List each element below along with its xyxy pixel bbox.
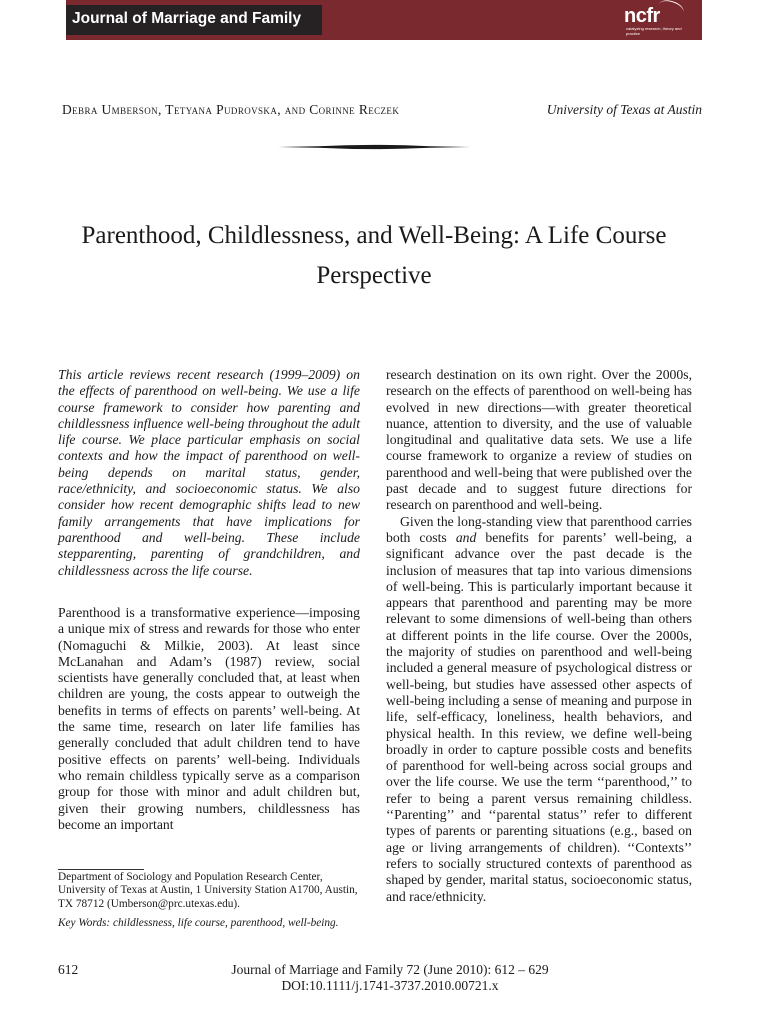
right-paragraph-2-emphasis: and xyxy=(455,529,477,545)
author-affiliation: University of Texas at Austin xyxy=(546,102,702,117)
footnote-affiliation: Department of Sociology and Population Research Center, University of Texas at Austin, 1 University Station A1700, Austin, TX 78712 (Umberson@prc.utexas.edu). xyxy=(58,871,358,910)
citation xyxy=(150,962,630,994)
right-paragraph-2 xyxy=(386,514,692,905)
footnote xyxy=(58,871,360,931)
title-ornament xyxy=(278,144,470,150)
intro-left-column xyxy=(58,605,360,833)
journal-banner xyxy=(66,0,702,40)
logo-arc-icon xyxy=(656,0,685,20)
journal-name-box xyxy=(66,5,322,35)
journal-name: Journal of Marriage and Family xyxy=(72,10,302,27)
author-list: Debra Umberson, Tetyana Pudrovska, and Corinne Reczek xyxy=(62,102,400,117)
right-column xyxy=(386,367,692,905)
right-paragraph-1: research destination on its own right. Over the 2000s, research on the effects of parenthood on well-being has evolved in new directions—with greater theoretical nuance, attention to diversity, and the use of valuable longitudinal and qualitative data sets. We use a life course framework to organize a review of studies on parenthood and well-being that were published over the past decade and to suggest future directions for research on parenthood and well-being. xyxy=(386,367,692,513)
logo-text: ncfr xyxy=(624,5,660,27)
citation-doi: DOI:10.1111/j.1741-3737.2010.00721.x xyxy=(281,978,499,993)
ncfr-logo xyxy=(624,5,684,37)
article-title: Parenthood, Childlessness, and Well-Being: A Life Course Perspective xyxy=(81,222,667,289)
footnote-rule xyxy=(58,869,144,870)
right-paragraph-2-a: Given the long-standing view that parenthood carries both costs xyxy=(386,513,692,545)
abstract-text: This article reviews recent research (1999–2009) on the effects of parenthood on well-being. We use a life course framework to consider how parenting and childlessness influence well-being throughout the adult life course. We place particular emphasis on social contexts and how the impact of parenthood on well-being depends on marital status, gender, race/ethnicity, and socioeconomic status. We also consider how recent demographic shifts lead to new family arrangements that have implications for parenthood and well-being. These include stepparenting, parenting of grandchildren, and childlessness across the life course. xyxy=(58,367,360,578)
page-number: 612 xyxy=(58,962,79,977)
footnote-keywords: Key Words: childlessness, life course, parenthood, well-being. xyxy=(58,917,339,930)
right-paragraph-2-b: benefits for parents’ well-being, a significant advance over the past decade is the inclusion of measures that tap into various dimensions of well-being. This is particularly important because it appears that parenthood and parenting may be more relevant to some dimensions of well-being than others at different points in the life course. Over the 2000s, the majority of studies on parenthood and well-being included a general measure of psychological distress or well-being, but studies have assessed other aspects of well-being including a sense of meaning and purpose in life, self-efficacy, loneliness, health behaviors, and physical health. In this review, we define well-being broadly in order to capture possible costs and benefits of parenthood for well-being across social groups and over the life course. We use the term ‘‘parenthood,’’ to refer to being a parent versus remaining childless. ‘‘Parenting’’ and ‘‘parental status’’ refer to different types of parents or parenting situations (e.g., based on age or living arrangements of children). ‘‘Contexts’’ refers to socially structured contexts of parenthood as shaped by gender, marital status, socioeconomic status, and race/ethnicity. xyxy=(386,529,692,904)
intro-paragraph: Parenthood is a transformative experience—imposing a unique mix of stress and rewards for those who enter (Nomaguchi & Milkie, 2003). At least since McLanahan and Adam’s (1987) review, social scientists have generally concluded that, at least when children are young, the costs appear to outweigh the benefits in terms of effects on parents’ well-being. At the same time, research on later life families has generally concluded that adult children tend to have positive effects on parents’ well-being. Individuals who remain childless typically serve as a comparison group for those with minor and adult children but, given their growing numbers, childlessness has become an important xyxy=(58,605,360,832)
abstract xyxy=(58,367,360,579)
citation-journal: Journal of Marriage and Family 72 (June 2010): 612 – 629 xyxy=(231,962,549,977)
logo-tagline: catalyzing research, theory and practice xyxy=(626,26,682,36)
